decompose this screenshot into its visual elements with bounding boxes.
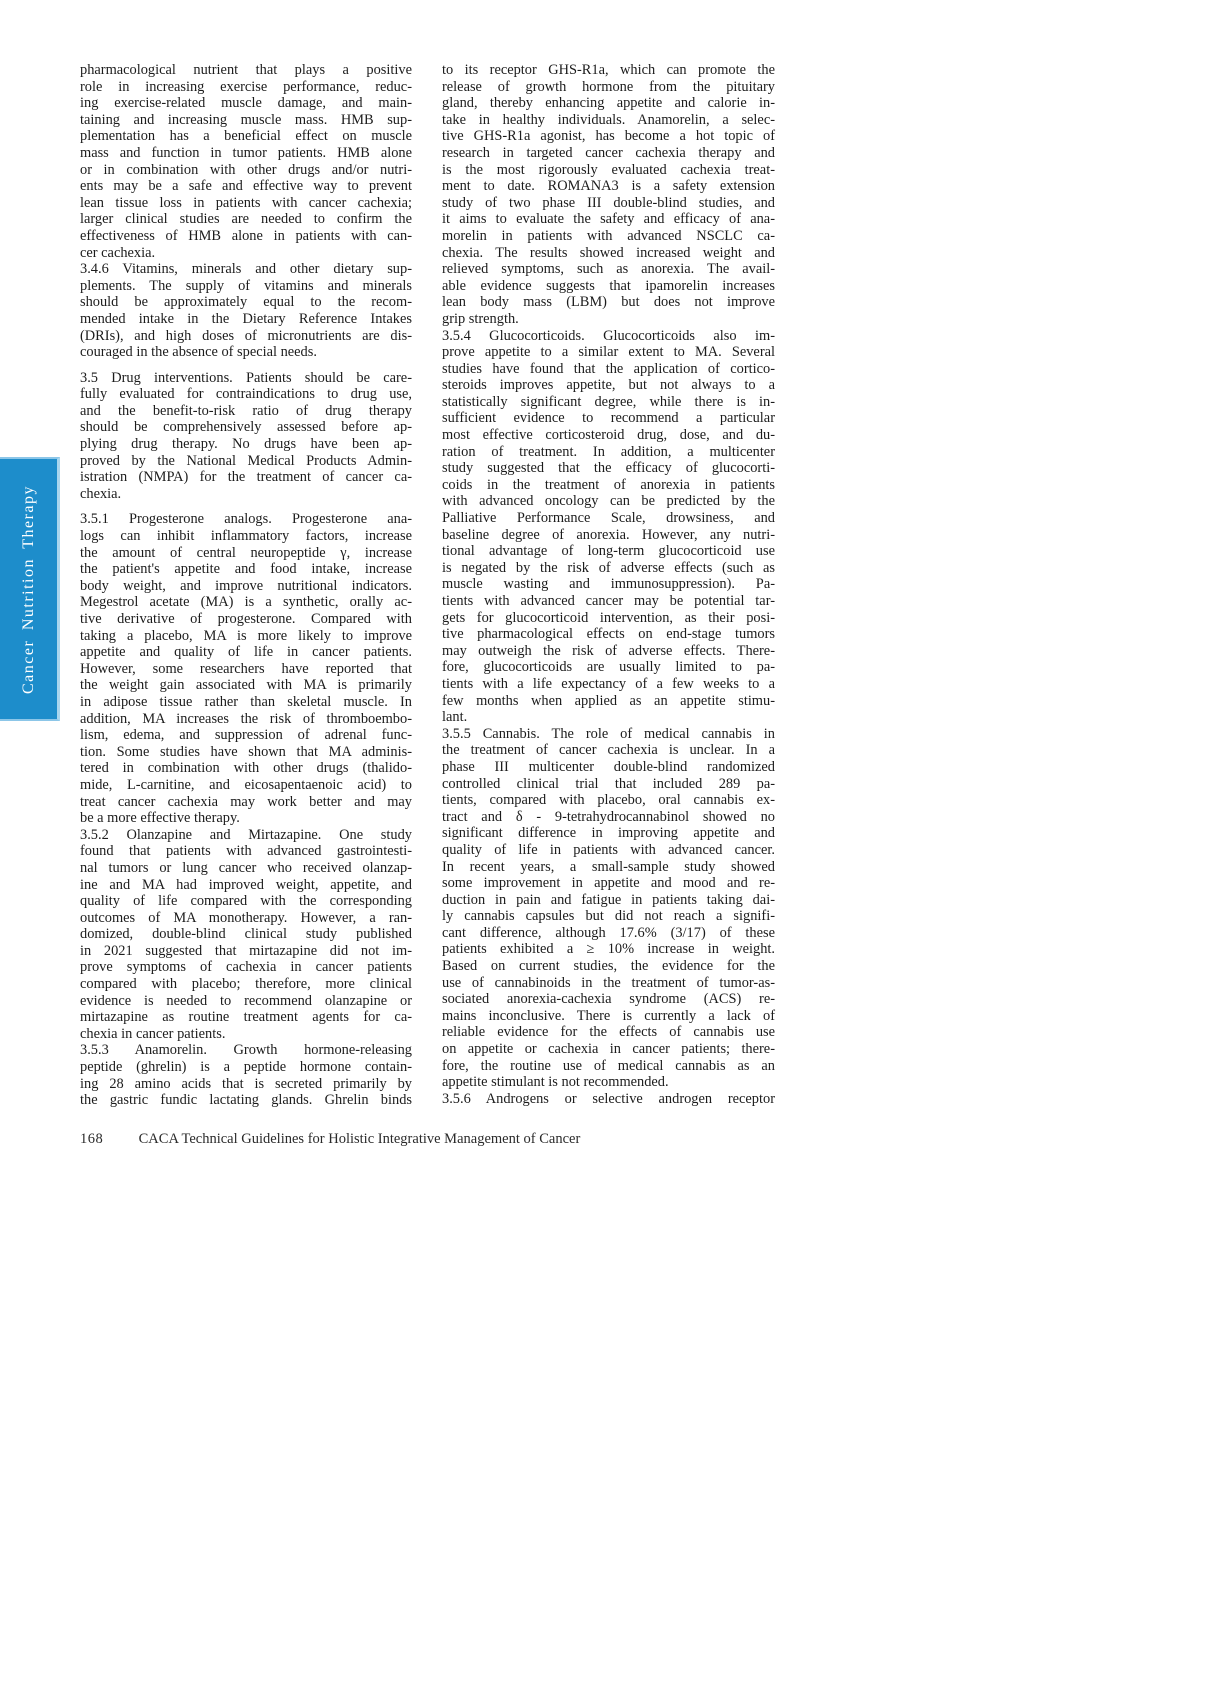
text-line: mended intake in the Dietary Reference Intakes [80, 310, 412, 327]
paragraph [442, 1091, 775, 1108]
text-line: controlled clinical trial that included 289 pa- [442, 775, 775, 792]
text-line: 3.5.2 Olanzapine and Mirtazapine. One study [80, 826, 412, 843]
page-body [80, 62, 775, 1109]
text-line: use of cannabinoids in the treatment of tumor-as- [442, 974, 775, 991]
text-line: 3.5.3 Anamorelin. Growth hormone-releasing [80, 1042, 412, 1059]
text-line: appetite and quality of life in cancer patients. [80, 644, 412, 661]
paragraph [80, 261, 412, 361]
text-line: should be comprehensively assessed before ap- [80, 419, 412, 436]
text-line: study of two phase III double-blind studies, and [442, 194, 775, 211]
text-line: most effective corticosteroid drug, dose, and du- [442, 427, 775, 444]
text-line: tive derivative of progesterone. Compared with [80, 611, 412, 627]
text-line: sociated anorexia-cachexia syndrome (ACS) re- [442, 991, 775, 1008]
text-line: gets for glucocorticoid intervention, as their posi- [442, 609, 775, 626]
text-line: it aims to evaluate the safety and efficacy of ana- [442, 211, 775, 228]
text-line: sufficient evidence to recommend a particular [442, 410, 775, 427]
text-line: the amount of central neuropeptide γ, increase [80, 544, 412, 561]
text-line: fore, the routine use of medical cannabis as an [442, 1057, 775, 1074]
text-line: Based on current studies, the evidence for the [442, 958, 775, 975]
paragraph [80, 370, 412, 503]
text-line: ine and MA had improved weight, appetite, and [80, 876, 412, 893]
paragraph [442, 328, 775, 726]
text-line: lism, edema, and suppression of adrenal func- [80, 727, 412, 744]
text-line: tients, compared with placebo, oral cannabis ex- [442, 792, 775, 809]
text-line: couraged in the absence of special needs. [80, 344, 317, 361]
text-line: pharmacological nutrient that plays a positive [80, 62, 412, 78]
text-line: evidence is needed to recommend olanzapine or [80, 992, 412, 1009]
text-line: 3.5.5 Cannabis. The role of medical cannabis in [442, 725, 775, 742]
text-line: chexia. The results showed increased weight and [442, 244, 775, 261]
text-line: duction in pain and fatigue in patients taking dai- [442, 891, 775, 908]
text-line: tive GHS-R1a agonist, has become a hot topic of [442, 128, 775, 145]
chapter-tab-label: Cancer Nutrition Therapy [19, 484, 37, 694]
text-line: 3.5.1 Progesterone analogs. Progesterone ana- [80, 511, 412, 528]
text-line: phase III multicenter double-blind randomized [442, 758, 775, 775]
text-line: ly cannabis capsules but did not reach a signifi- [442, 908, 775, 925]
text-line: morelin in patients with advanced NSCLC ca- [442, 227, 775, 244]
text-line: is negated by the risk of adverse effects (such as [442, 559, 775, 576]
text-line: (DRIs), and high doses of micronutrients are dis- [80, 327, 412, 344]
text-line: proved by the National Medical Products Admin- [80, 452, 412, 469]
text-line: fore, glucocorticoids are usually limited to pa- [442, 659, 775, 676]
text-line: mains inconclusive. There is currently a lack of [442, 1007, 775, 1024]
text-line: In recent years, a small-sample study showed [442, 858, 775, 875]
text-line: steroids improves appetite, but not always to a [442, 377, 775, 394]
text-line: cer cachexia. [80, 244, 156, 261]
text-line: appetite stimulant is not recommended. [442, 1074, 669, 1091]
text-line: effectiveness of HMB alone in patients with can- [80, 227, 412, 244]
text-line: ents may be a safe and effective way to prevent [80, 178, 412, 195]
paragraph [80, 827, 412, 1043]
text-line: chexia. [80, 485, 122, 502]
text-line: prove appetite to a similar extent to MA. Several [442, 344, 775, 361]
text-line: reliable evidence for the effects of cannabis use [442, 1024, 775, 1041]
text-line: 3.5.4 Glucocorticoids. Glucocorticoids also im- [442, 327, 775, 344]
text-line: taining and increasing muscle mass. HMB sup- [80, 111, 412, 128]
text-line: with advanced oncology can be predicted by the [442, 493, 775, 510]
text-line: ing 28 amino acids that is secreted primarily by [80, 1075, 412, 1092]
text-line: Megestrol acetate (MA) is a synthetic, orally ac- [80, 594, 412, 611]
text-line: outcomes of MA monotherapy. However, a ran- [80, 909, 412, 926]
text-line: may outweigh the risk of adverse effects. There- [442, 642, 775, 659]
text-line: larger clinical studies are needed to confirm the [80, 211, 412, 228]
text-line: some improvement in appetite and mood and re- [442, 875, 775, 892]
page-number: 168 [80, 1131, 104, 1147]
text-column-right [442, 62, 775, 1109]
text-line: take in healthy individuals. Anamorelin, a selec- [442, 111, 775, 128]
text-line: istration (NMPA) for the treatment of cancer ca- [80, 469, 412, 486]
text-line: the patient's appetite and food intake, increase [80, 561, 412, 578]
text-line: ration of treatment. In addition, a multicenter [442, 443, 775, 460]
text-line: treat cancer cachexia may work better and may [80, 793, 412, 810]
text-line: significant difference in improving appetite and [442, 825, 775, 842]
text-column-left [80, 62, 412, 1109]
text-line: nal tumors or lung cancer who received olanzap- [80, 859, 412, 876]
chapter-tab [0, 457, 60, 721]
text-line: tract and δ - 9-tetrahydrocannabinol showed no [442, 808, 775, 825]
text-line: be a more effective therapy. [80, 810, 240, 827]
text-line: ing exercise-related muscle damage, and main- [80, 95, 412, 112]
text-line: 3.5.6 Androgens or selective androgen receptor [442, 1090, 775, 1107]
text-line: domized, double-blind clinical study published [80, 926, 412, 943]
text-line: 3.5 Drug interventions. Patients should be care- [80, 369, 412, 386]
text-line: and the benefit-to-risk ratio of drug therapy [80, 402, 412, 419]
text-line: lean body mass (LBM) but does not improve [442, 294, 775, 311]
text-line: grip strength. [442, 310, 519, 327]
text-line: mide, L-carnitine, and eicosapentaenoic acid) to [80, 776, 412, 793]
text-line: tients with a life expectancy of a few weeks to a [442, 675, 775, 692]
text-line: tional advantage of long-term glucocorticoid use [442, 543, 775, 560]
text-line: patients exhibited a ≥ 10% increase in weight. [442, 941, 775, 958]
paragraph [442, 62, 775, 328]
text-line: ment to date. ROMANA3 is a safety extension [442, 178, 775, 195]
text-line: lean tissue loss in patients with cancer cachexia; [80, 194, 412, 211]
text-line: quality of life in patients with advanced cancer. [442, 841, 775, 858]
text-line: Palliative Performance Scale, drowsiness, and [442, 510, 775, 527]
text-line: study suggested that the efficacy of glucocorti- [442, 460, 775, 477]
paragraph [80, 1042, 412, 1108]
text-line: fully evaluated for contraindications to drug use, [80, 386, 412, 403]
text-line: few months when applied as an appetite stimu- [442, 692, 775, 709]
text-line: 3.4.6 Vitamins, minerals and other dietary sup- [80, 261, 412, 278]
text-line: on appetite or cachexia in cancer patients; there- [442, 1041, 775, 1058]
text-line: in 2021 suggested that mirtazapine did not im- [80, 942, 412, 959]
text-line: role in increasing exercise performance, reduc- [80, 78, 412, 95]
text-line: compared with placebo; therefore, more clinical [80, 976, 412, 993]
text-line: lant. [442, 709, 468, 726]
text-line: or in combination with other drugs and/or nutri- [80, 161, 412, 178]
text-line: should be approximately equal to the recom- [80, 294, 412, 311]
text-line: release of growth hormone from the pituitary [442, 78, 775, 95]
text-line: the weight gain associated with MA is primarily [80, 677, 412, 694]
text-line: relieved symptoms, such as anorexia. The avail- [442, 261, 775, 278]
running-title: CACA Technical Guidelines for Holistic Integrative Management of Cancer [138, 1131, 581, 1147]
text-line: addition, MA increases the risk of thromboembo- [80, 710, 412, 727]
text-line: mirtazapine as routine treatment agents for ca- [80, 1009, 412, 1026]
text-line: plements. The supply of vitamins and minerals [80, 277, 412, 294]
text-line: coids in the treatment of anorexia in patients [442, 476, 775, 493]
text-line: logs can inhibit inflammatory factors, increase [80, 528, 412, 545]
text-line: However, some researchers have reported that [80, 660, 412, 677]
text-line: in adipose tissue rather than skeletal muscle. In [80, 693, 412, 710]
page-footer [80, 1131, 580, 1148]
text-line: baseline degree of anorexia. However, any nutri- [442, 526, 775, 543]
text-line: muscle wasting and immunosuppression). Pa- [442, 576, 775, 593]
text-line: the treatment of cancer cachexia is unclear. In a [442, 742, 775, 759]
text-line: peptide (ghrelin) is a peptide hormone contain- [80, 1059, 412, 1076]
text-line: prove symptoms of cachexia in cancer patients [80, 959, 412, 976]
text-line: is the most rigorously evaluated cachexia treat- [442, 161, 775, 178]
text-line: tered in combination with other drugs (thalido- [80, 760, 412, 777]
text-line: tion. Some studies have shown that MA adminis- [80, 743, 412, 760]
text-line: taking a placebo, MA is more likely to improve [80, 627, 412, 644]
paragraph [442, 726, 775, 1091]
text-line: body weight, and improve nutritional indicators. [80, 577, 412, 594]
text-line: quality of life compared with the corresponding [80, 893, 412, 910]
text-line: mass and function in tumor patients. HMB alone [80, 144, 412, 161]
text-line: to its receptor GHS-R1a, which can promote the [442, 62, 775, 78]
text-line: studies have found that the application of cortico- [442, 360, 775, 377]
text-line: gland, thereby enhancing appetite and calorie in- [442, 95, 775, 112]
text-line: tients with advanced cancer may be potential tar- [442, 593, 775, 609]
text-line: tive pharmacological effects on end-stage tumors [442, 626, 775, 643]
text-line: statistically significant degree, while there is in- [442, 393, 775, 410]
text-line: cant difference, although 17.6% (3/17) of these [442, 924, 775, 941]
text-line: the gastric fundic lactating glands. Ghrelin binds [80, 1092, 412, 1109]
text-line: able evidence suggests that ipamorelin increases [442, 277, 775, 294]
paragraph [80, 62, 412, 261]
text-line: chexia in cancer patients. [80, 1025, 226, 1042]
text-line: plying drug therapy. No drugs have been ap- [80, 436, 412, 453]
text-line: found that patients with advanced gastrointesti- [80, 843, 412, 860]
text-line: research in targeted cancer cachexia therapy and [442, 144, 775, 161]
text-line: plementation has a beneficial effect on muscle [80, 128, 412, 145]
paragraph [80, 511, 412, 826]
